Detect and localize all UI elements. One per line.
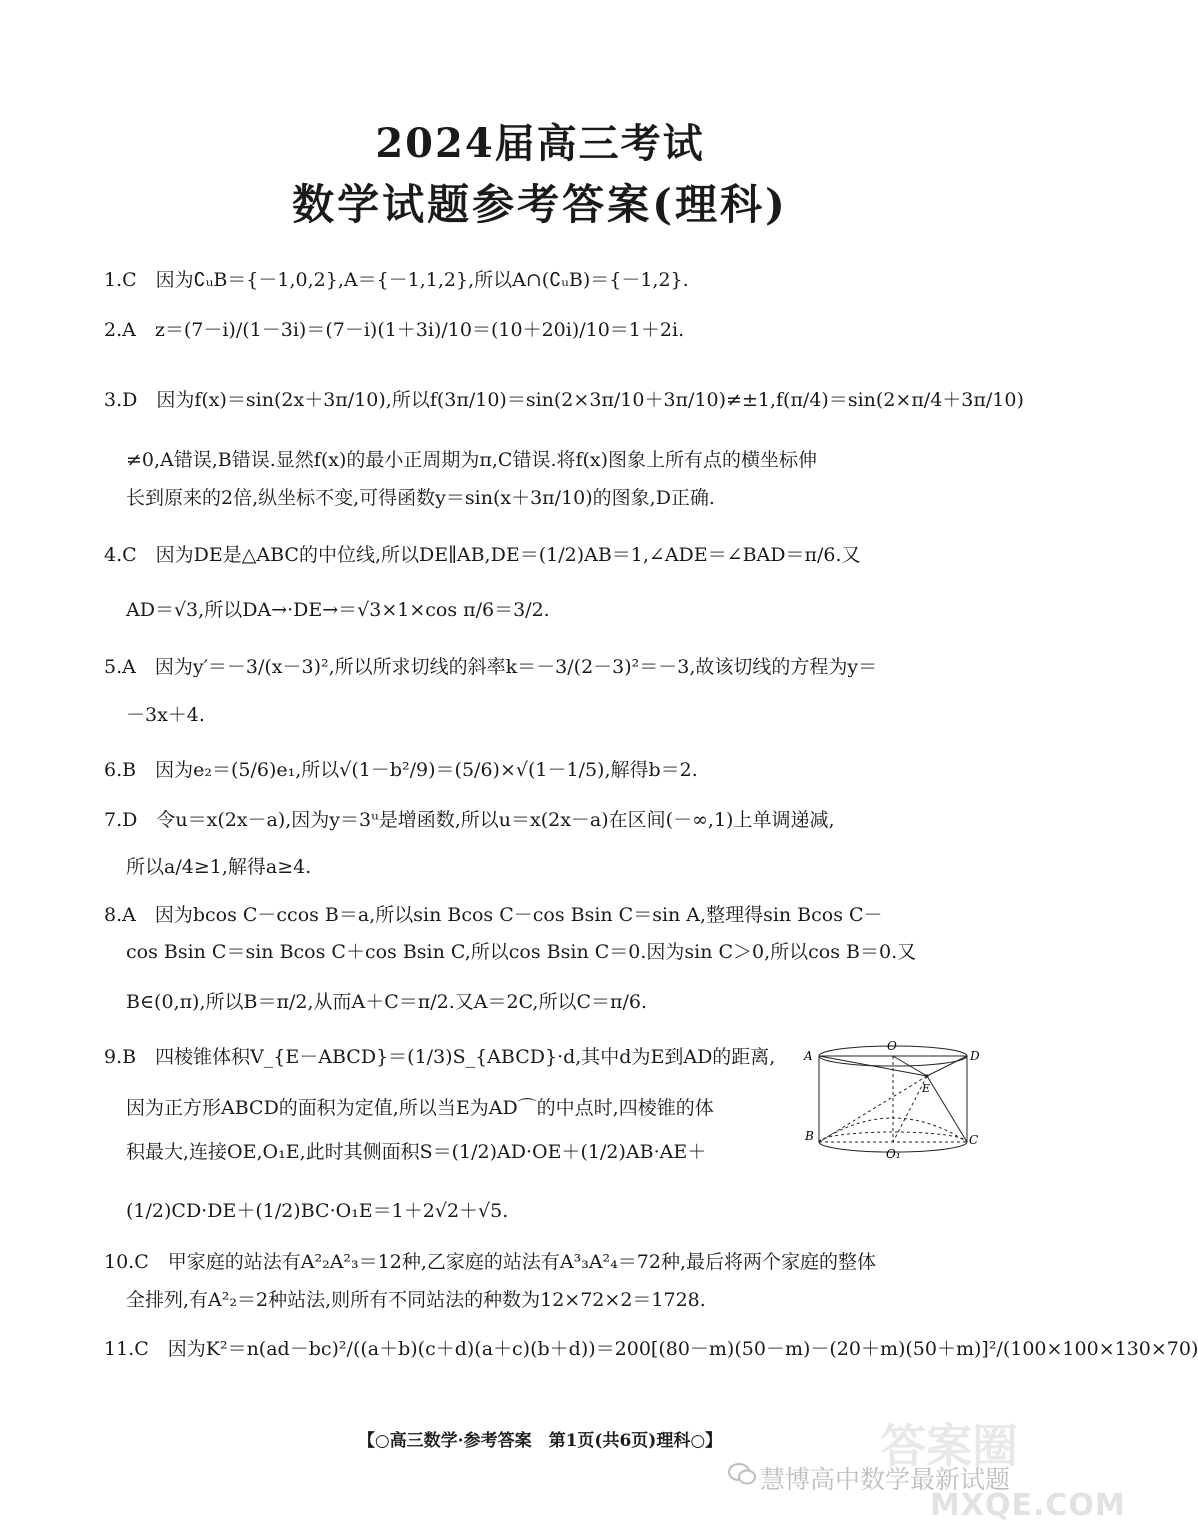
title-line-1: 2024届高三考试 [375,120,705,167]
answer-line: 8.A 因为bcos C－ccos B＝a,所以sin Bcos C－cos Bsin C＝sin A,整理得sin Bcos C－ [104,904,883,926]
wechat-icon [728,1462,756,1486]
answer-line: 4.C 因为DE是△ABC的中位线,所以DE∥AB,DE＝(1/2)AB＝1,∠ADE＝∠BAD＝π/6.又 [104,544,861,566]
cylinder-pyramid-figure [802,1034,984,1170]
answer-line: 长到原来的2倍,纵坐标不变,可得函数y＝sin(x＋3π/10)的图象,D正确. [126,487,715,509]
answer-line: 11.C 因为K²＝n(ad－bc)²/((a＋b)(c＋d)(a＋c)(b＋d))＝200[(80－m)(50－m)－(20＋m)(50＋m)]²/(100×100×130×70) [104,1338,1198,1360]
title-line-2: 数学试题参考答案(理科) [292,180,788,229]
answer-line: 7.D 令u＝x(2x－a),因为y＝3ᵘ是增函数,所以u＝x(2x－a)在区间(－∞,1)上单调递减, [104,809,835,831]
answer-line: ≠0,A错误,B错误.显然f(x)的最小正周期为π,C错误.将f(x)图象上所有点的横坐标伸 [126,449,818,471]
label-B: B [805,1129,814,1143]
answer-line: 10.C 甲家庭的站法有A²₂A²₃＝12种,乙家庭的站法有A³₃A²₄＝72种,最后将两个家庭的整体 [104,1251,877,1273]
watermark: 慧博高中数学最新试题 [760,1465,1011,1494]
answer-line: 因为正方形ABCD的面积为定值,所以当E为AD⌒的中点时,四棱锥的体 [126,1097,714,1119]
answer-line: 9.B 四棱锥体积V_{E－ABCD}＝(1/3)S_{ABCD}·d,其中d为E到AD的距离, [104,1046,776,1068]
answer-line: 5.A 因为y′＝－3/(x－3)²,所以所求切线的斜率k＝－3/(2－3)²＝－3,故该切线的方程为y＝ [104,656,878,678]
label-D: D [970,1049,980,1063]
answer-line: B∈(0,π),所以B＝π/2,从而A＋C＝π/2.又A＝2C,所以C＝π/6. [126,991,648,1013]
answer-line: AD＝√3,所以DA→·DE→＝√3×1×cos π/6＝3/2. [126,599,550,621]
answer-line: 1.C 因为∁ᵤB＝{－1,0,2},A＝{－1,1,2},所以A∩(∁ᵤB)＝{－1,2}. [104,269,689,291]
label-O: O [887,1039,897,1053]
answer-line: －3x＋4. [126,704,205,726]
page-footer: 【○高三数学·参考答案 第1页(共6页)理科○】 [357,1431,723,1451]
label-C: C [969,1133,979,1147]
answer-line: 3.D 因为f(x)＝sin(2x＋3π/10),所以f(3π/10)＝sin(2×3π/10＋3π/10)≠±1,f(π/4)＝sin(2×π/4＋3π/10) [104,389,1024,411]
answer-line: (1/2)CD·DE＋(1/2)BC·O₁E＝1＋2√2＋√5. [126,1200,509,1222]
label-E: E [922,1082,931,1095]
watermark-logo-text: 答案圈 [880,1419,1018,1473]
answer-line: 全排列,有A²₂＝2种站法,则所有不同站法的种数为12×72×2＝1728. [126,1289,706,1311]
answer-line: 所以a/4≥1,解得a≥4. [126,856,312,878]
label-O1: O₁ [886,1147,901,1161]
answer-line: 积最大,连接OE,O₁E,此时其侧面积S＝(1/2)AD·OE＋(1/2)AB·AE＋ [126,1141,707,1163]
answer-line: cos Bsin C＝sin Bcos C＋cos Bsin C,所以cos Bsin C＝0.因为sin C＞0,所以cos B＝0.又 [126,941,917,963]
answer-line: 6.B 因为e₂＝(5/6)e₁,所以√(1－b²/9)＝(5/6)×√(1－1/5),解得b＝2. [104,759,698,781]
answer-line: 2.A z＝(7－i)/(1－3i)＝(7－i)(1＋3i)/10＝(10＋20i)/10＝1＋2i. [104,319,685,341]
label-A: A [804,1049,813,1063]
watermark-site: MXQE.COM [930,1488,1126,1523]
